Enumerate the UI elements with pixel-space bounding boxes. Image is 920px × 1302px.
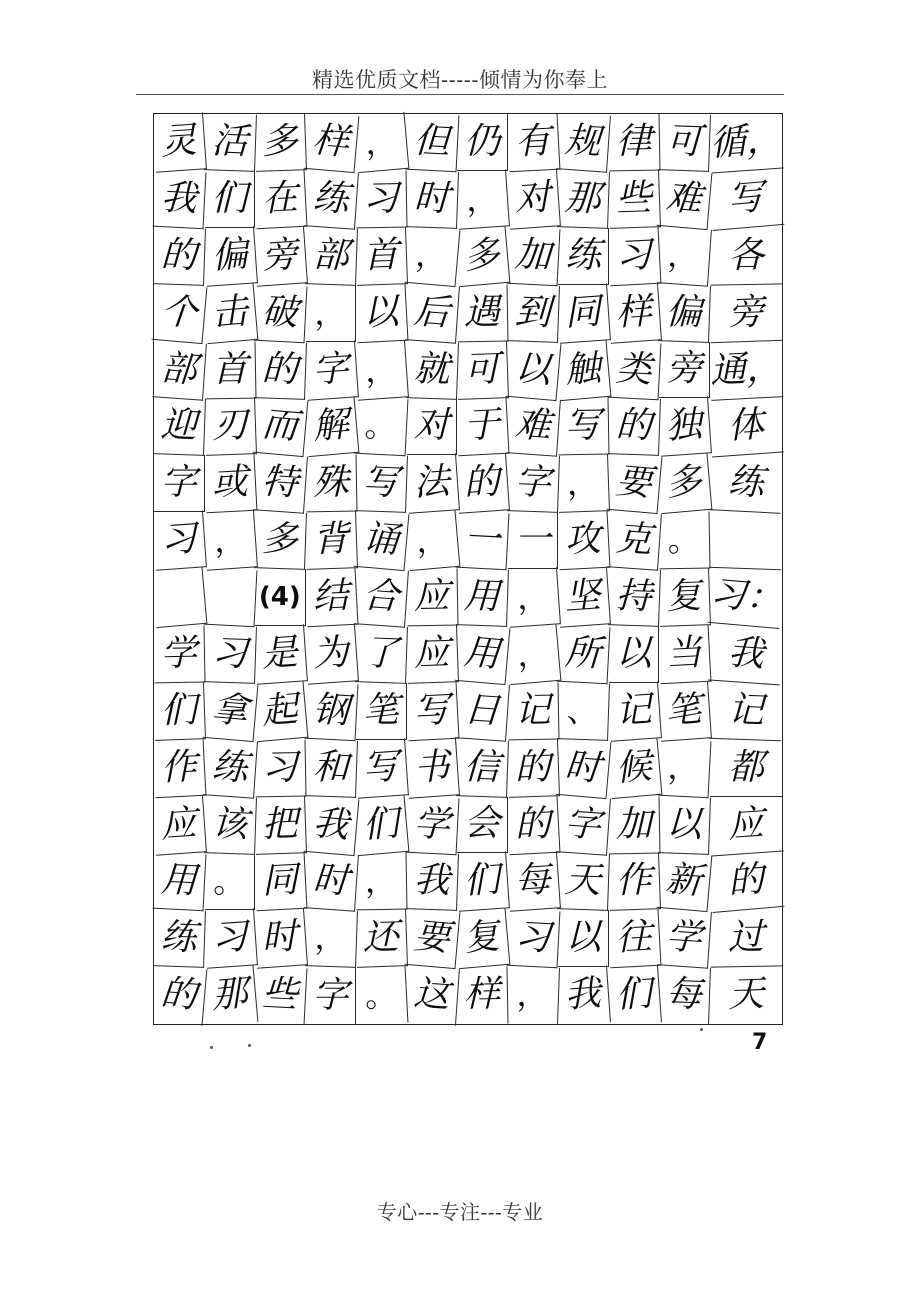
grid-cell: 写 bbox=[558, 398, 610, 456]
grid-cell: 同 bbox=[556, 283, 610, 343]
grid-cell: 用 bbox=[456, 568, 509, 627]
grid-cell: 击 bbox=[202, 283, 257, 344]
grid-cell: 循， bbox=[708, 112, 784, 174]
grid-cell: 学 bbox=[405, 795, 458, 854]
grid-cell: 的 bbox=[455, 454, 509, 514]
grid-cell: 还 bbox=[355, 909, 408, 968]
grid-cell: 字 bbox=[306, 967, 357, 1024]
grid-cell: 日 bbox=[455, 681, 509, 741]
grid-cell: 学 bbox=[154, 625, 206, 683]
grid-cell: 但 bbox=[405, 113, 458, 172]
grid-cell: ， bbox=[306, 285, 357, 342]
grid-cell: 拿 bbox=[202, 681, 257, 742]
grid-cell: 笔 bbox=[658, 681, 712, 741]
grid-cell: 钢 bbox=[304, 681, 357, 740]
scan-speck bbox=[700, 1028, 703, 1031]
grid-cell: 和 bbox=[305, 739, 358, 798]
grid-cell: 应 bbox=[406, 625, 458, 684]
grid-cell: ， bbox=[507, 966, 560, 1025]
grid-cell: 以 bbox=[609, 626, 660, 683]
grid-cell: 记 bbox=[709, 682, 783, 741]
grid-cell: 字 bbox=[507, 454, 560, 513]
grid-cell: 旁 bbox=[659, 342, 710, 399]
grid-cell: 们 bbox=[153, 682, 205, 741]
grid-cell: 习 bbox=[204, 625, 257, 684]
grid-cell: ， bbox=[658, 226, 712, 286]
grid-cell: 以 bbox=[505, 339, 560, 400]
grid-cell: 天 bbox=[727, 973, 765, 1017]
grid-cell: 笔 bbox=[356, 683, 407, 740]
grid-cell: 些 bbox=[608, 170, 661, 229]
grid-cell: 候 bbox=[607, 738, 662, 799]
grid-cell: 记 bbox=[607, 681, 661, 741]
grid-cell: 该 bbox=[204, 796, 257, 855]
grid-cell: 以 bbox=[355, 283, 408, 342]
grid-cell: 部 bbox=[305, 227, 358, 286]
grid-cell: 们 bbox=[205, 171, 256, 228]
grid-cell: ， bbox=[404, 226, 459, 287]
grid-cell: 们 bbox=[607, 965, 661, 1025]
grid-cell: 偏 bbox=[658, 284, 710, 343]
grid-cell: 习： bbox=[708, 566, 785, 629]
scan-speck bbox=[210, 1046, 213, 1049]
grid-cell: 、 bbox=[557, 682, 610, 741]
grid-cell: 特 bbox=[253, 454, 307, 514]
grid-cell: 写 bbox=[355, 454, 408, 513]
grid-cell: 我 bbox=[556, 965, 610, 1025]
page-number: 7 bbox=[752, 1030, 768, 1055]
grid-cell: 时 bbox=[304, 852, 358, 912]
grid-cell: 信 bbox=[456, 739, 509, 798]
grid-cell: 或 bbox=[203, 454, 256, 513]
grid-cell: 个 bbox=[152, 283, 207, 344]
grid-cell: 在 bbox=[254, 170, 307, 229]
grid-cell: 坚 bbox=[556, 567, 610, 627]
grid-cell: 时 bbox=[253, 909, 307, 969]
grid-cell: 以 bbox=[558, 910, 609, 967]
grid-cell: 样 bbox=[303, 112, 358, 173]
grid-cell: 加 bbox=[608, 796, 660, 854]
grid-cell: 一 bbox=[456, 511, 509, 570]
grid-cell: 遇 bbox=[457, 284, 509, 342]
grid-cell: ， bbox=[354, 112, 409, 173]
grid-cell: (4) bbox=[255, 569, 306, 626]
grid-cell: 背 bbox=[305, 511, 358, 570]
grid-cell: ， bbox=[404, 510, 459, 571]
grid-cell: 一 bbox=[508, 512, 559, 569]
grid-cell: 难 bbox=[657, 169, 712, 230]
grid-cell: 而 bbox=[253, 396, 308, 457]
grid-cell: 的 bbox=[506, 795, 559, 854]
grid-cell: 的 bbox=[152, 965, 207, 1026]
grid-cell: 的 bbox=[153, 227, 205, 286]
grid-cell: ， bbox=[305, 909, 358, 968]
grid-cell: 合 bbox=[354, 567, 408, 627]
scan-speck bbox=[248, 1044, 251, 1047]
grid-cell: 是 bbox=[253, 624, 307, 684]
grid-cell: 可 bbox=[658, 113, 710, 172]
grid-cell: 独 bbox=[658, 397, 712, 457]
grid-cell: 样 bbox=[457, 967, 509, 1025]
grid-cell: 律 bbox=[608, 114, 660, 172]
grid-cell: 字 bbox=[556, 795, 610, 855]
grid-cell: 时 bbox=[556, 738, 611, 799]
grid-cell: 于 bbox=[456, 397, 509, 456]
grid-cell: 多 bbox=[455, 226, 510, 287]
grid-cell: 们 bbox=[455, 852, 509, 912]
grid-cell: 旁 bbox=[253, 226, 307, 286]
grid-cell: 写 bbox=[708, 168, 785, 231]
grid-cell: 每 bbox=[506, 852, 560, 912]
grid-cell: 的 bbox=[708, 850, 785, 913]
grid-cell: 类 bbox=[607, 340, 660, 399]
grid-cell: 些 bbox=[254, 966, 307, 1025]
grid-cell: 样 bbox=[607, 283, 661, 343]
grid-cell: 就 bbox=[406, 341, 458, 400]
grid-cell: 我 bbox=[303, 794, 358, 855]
grid-cell: ， bbox=[354, 340, 408, 400]
grid-cell: 应 bbox=[152, 795, 206, 855]
grid-cell: 攻 bbox=[557, 511, 610, 570]
grid-cell bbox=[203, 568, 256, 627]
grid-cell: 克 bbox=[607, 510, 661, 570]
grid-cell: 我 bbox=[708, 623, 784, 685]
grid-cell: 都 bbox=[710, 740, 782, 797]
grid-cell: 那 bbox=[557, 170, 610, 229]
grid-cell: 难 bbox=[506, 397, 560, 457]
grid-cell: 习 bbox=[607, 226, 660, 285]
grid-cell: 法 bbox=[405, 454, 459, 514]
grid-cell: 作 bbox=[153, 738, 206, 797]
grid-cell: 复 bbox=[455, 908, 510, 969]
grid-cell: 应 bbox=[708, 794, 784, 856]
grid-cell: 学 bbox=[658, 909, 712, 969]
grid-cell: 天 bbox=[557, 853, 610, 912]
grid-cell: 我 bbox=[153, 170, 206, 229]
grid-cell: 灵 bbox=[152, 112, 206, 172]
grid-cell: 要 bbox=[607, 453, 662, 514]
grid-cell: 起 bbox=[253, 681, 308, 742]
grid-cell: 旁 bbox=[709, 283, 783, 342]
grid-cell: 书 bbox=[405, 738, 459, 798]
grid-cell: 部 bbox=[152, 340, 206, 400]
grid-cell: 字 bbox=[304, 340, 358, 400]
grid-cell: 为 bbox=[304, 624, 358, 684]
grid-cell: 新 bbox=[657, 851, 712, 912]
grid-cell: 习 bbox=[255, 739, 307, 797]
grid-cell: 当 bbox=[658, 625, 711, 684]
grid-cell: 。 bbox=[659, 512, 711, 570]
grid-cell: 写 bbox=[354, 738, 408, 798]
grid-cell: 了 bbox=[355, 625, 408, 684]
grid-cell: 练 bbox=[203, 738, 257, 798]
grid-cell: 往 bbox=[607, 909, 660, 968]
grid-cell: 对 bbox=[407, 398, 458, 455]
grid-cell: 后 bbox=[405, 283, 459, 343]
grid-cell: 字 bbox=[154, 455, 205, 512]
grid-cell: 各 bbox=[709, 227, 782, 285]
grid-cell: 习 bbox=[506, 909, 559, 968]
grid-cell: 多 bbox=[254, 511, 307, 570]
grid-cell: 规 bbox=[556, 112, 610, 172]
grid-cell: 的 bbox=[507, 739, 560, 798]
grid-cell: 把 bbox=[254, 796, 307, 855]
handwriting-grid bbox=[153, 113, 783, 1025]
grid-cell: 有 bbox=[506, 113, 559, 172]
grid-cell: 会 bbox=[457, 797, 508, 854]
grid-cell bbox=[152, 567, 207, 628]
grid-cell: ， bbox=[557, 454, 610, 513]
grid-cell: 我 bbox=[406, 853, 458, 912]
grid-cell: 习 bbox=[152, 510, 206, 570]
grid-cell: 通， bbox=[709, 340, 784, 401]
grid-cell: 记 bbox=[507, 682, 559, 740]
grid-cell: 首 bbox=[355, 227, 408, 286]
grid-cell: 迎 bbox=[153, 398, 205, 457]
grid-cell: 写 bbox=[405, 681, 458, 740]
grid-cell: 仍 bbox=[457, 114, 508, 171]
grid-cell: 练 bbox=[709, 453, 784, 514]
grid-cell: 同 bbox=[254, 852, 307, 911]
grid-cell: 到 bbox=[507, 284, 560, 343]
grid-cell: ， bbox=[356, 853, 408, 911]
grid-cell: 刃 bbox=[204, 398, 257, 457]
grid-cell: 应 bbox=[406, 569, 458, 627]
grid-cell: 以 bbox=[658, 796, 710, 855]
grid-cell: 作 bbox=[608, 853, 661, 912]
grid-cell: 所 bbox=[557, 625, 610, 684]
grid-cell: 。 bbox=[355, 397, 408, 456]
grid-cell: 偏 bbox=[203, 226, 257, 286]
grid-cell: 时 bbox=[406, 170, 458, 229]
grid-cell: 诵 bbox=[354, 510, 409, 571]
grid-cell: 练 bbox=[153, 909, 205, 968]
grid-cell: 练 bbox=[558, 228, 609, 285]
grid-cell: 结 bbox=[304, 568, 357, 627]
grid-cell: 们 bbox=[354, 794, 409, 855]
grid-cell: ， bbox=[203, 510, 257, 570]
grid-cell: ， bbox=[658, 738, 711, 797]
grid-cell: 解 bbox=[303, 396, 358, 457]
grid-cell: 。 bbox=[355, 966, 408, 1025]
grid-cell: 体 bbox=[708, 396, 784, 458]
grid-cell: 可 bbox=[456, 341, 509, 400]
grid-cell: 练 bbox=[304, 169, 358, 229]
grid-cell: 复 bbox=[658, 568, 710, 627]
grid-cell: 首 bbox=[204, 341, 256, 399]
grid-cell: 活 bbox=[204, 113, 257, 172]
grid-cell: 的 bbox=[608, 398, 661, 457]
grid-cell: ， bbox=[506, 567, 560, 627]
grid-cell: 持 bbox=[608, 568, 661, 627]
grid-cell: 那 bbox=[202, 965, 257, 1026]
grid-cell: 用 bbox=[153, 852, 206, 911]
grid-cell: 触 bbox=[556, 339, 611, 400]
grid-cell: 每 bbox=[658, 966, 710, 1025]
grid-cell: ， bbox=[455, 169, 509, 229]
grid-cell: 的 bbox=[254, 341, 307, 400]
page-header: 精选优质文档-----倾情为你奉上 bbox=[312, 68, 608, 92]
grid-cell: 习 bbox=[356, 170, 408, 228]
grid-cell: 加 bbox=[506, 226, 559, 285]
grid-cell: 多 bbox=[657, 453, 712, 514]
grid-cell: 。 bbox=[205, 853, 256, 910]
header-rule bbox=[136, 94, 784, 95]
grid-cell: 殊 bbox=[305, 455, 357, 513]
grid-cell bbox=[709, 511, 783, 570]
grid-cell: 对 bbox=[506, 169, 560, 229]
grid-cell: 要 bbox=[404, 908, 459, 969]
grid-cell: 破 bbox=[254, 283, 307, 342]
grid-cell: 过 bbox=[709, 910, 782, 968]
grid-cell: 习 bbox=[203, 909, 257, 969]
grid-cell: 用 bbox=[455, 624, 510, 685]
grid-cell: 多 bbox=[254, 113, 307, 172]
grid-cell: ， bbox=[505, 624, 560, 685]
grid-cell: 这 bbox=[405, 965, 459, 1025]
page-footer: 专心---专注---专业 bbox=[376, 1200, 544, 1224]
